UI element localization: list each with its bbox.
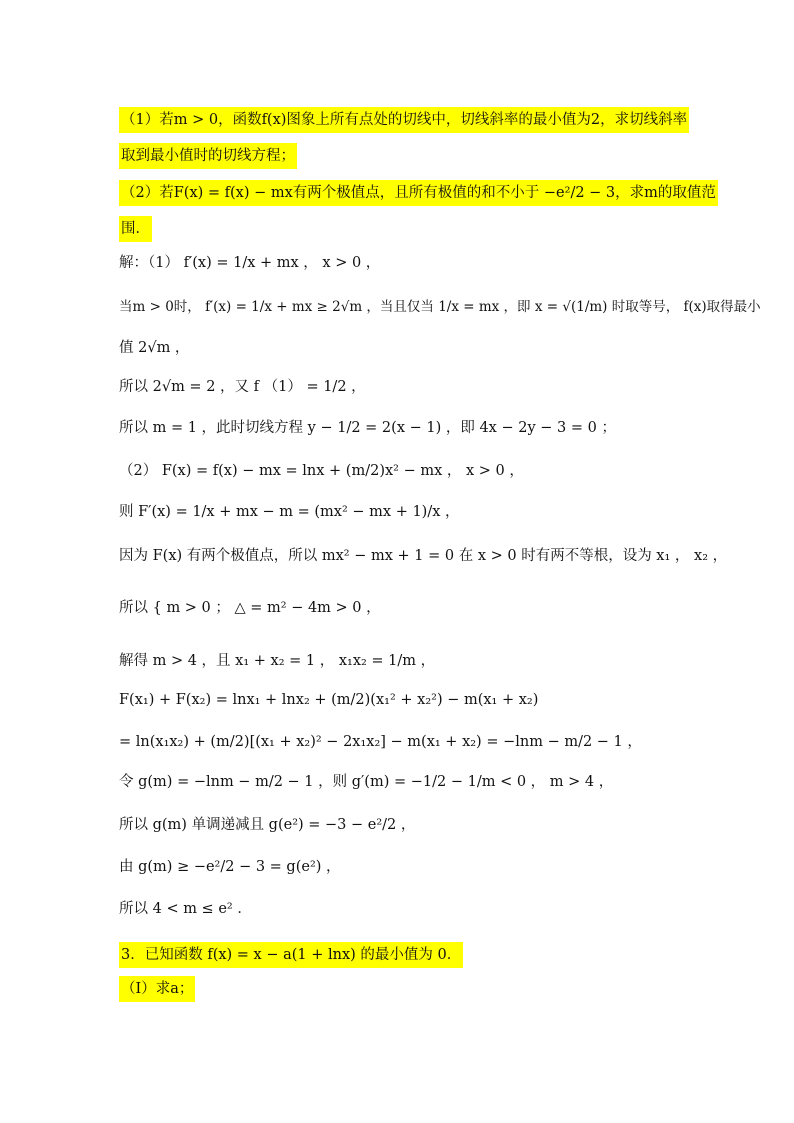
solution-line-5: 所以 m = 1 ，此时切线方程 y − 1/2 = 2(x − 1) ，即 4x − 2y − 3 = 0 ； — [119, 420, 616, 436]
solution-line-8: 因为 F(x) 有两个极值点，所以 mx² − mx + 1 = 0 在 x > 0 时有两不等根，设为 x₁ ， x₂ ， — [119, 548, 728, 564]
solution-line-13: 令 g(m) = −lnm − m/2 − 1 ，则 g′(m) = −1/2 − 1/m < 0 ， m > 4 ， — [119, 774, 614, 790]
solution-line-3: 值 2√m ， — [119, 340, 190, 356]
solution-line-15: 由 g(m) ≥ −e²/2 − 3 = g(e²) ， — [119, 859, 341, 875]
solution-line-4: 所以 2√m = 2 ，又 f （1） = 1/2 ， — [119, 379, 366, 395]
problem3-statement: 3．已知函数 f(x) = x − a(1 + lnx) 的最小值为 0． — [119, 942, 463, 968]
solution-line-7: 则 F′(x) = 1/x + mx − m = (mx² − mx + 1)/x ， — [119, 504, 460, 520]
problem-part1-line2: 取到最小值时的切线方程； — [119, 143, 297, 169]
solution-line-6: （2） F(x) = f(x) − mx = lnx + (m/2)x² − mx ， x > 0 ， — [119, 463, 524, 479]
solution-line-1: 解：（1） f′(x) = 1/x + mx ， x > 0 ， — [119, 255, 381, 271]
problem-part1-line1: （1）若m > 0，函数f(x)图象上所有点处的切线中，切线斜率的最小值为2，求切线斜率 — [119, 107, 689, 133]
problem-part2-line2: 围． — [119, 216, 152, 242]
solution-line-14: 所以 g(m) 单调递减且 g(e²) = −3 − e²/2 ， — [119, 817, 416, 833]
solution-line-12: = ln(x₁x₂) + (m/2)[(x₁ + x₂)² − 2x₁x₂] − m(x₁ + x₂) = −lnm − m/2 − 1 ， — [119, 734, 642, 750]
problem-part2-line1: （2）若F(x) = f(x) − mx有两个极值点，且所有极值的和不小于 −e²/2 − 3，求m的取值范 — [119, 180, 718, 206]
problem3-part1: （Ⅰ）求a； — [119, 976, 195, 1002]
solution-line-10: 解得 m > 4 ，且 x₁ + x₂ = 1 ， x₁x₂ = 1/m ， — [119, 653, 436, 669]
solution-line-11: F(x₁) + F(x₂) = lnx₁ + lnx₂ + (m/2)(x₁² + x₂²) − m(x₁ + x₂) — [119, 692, 539, 708]
solution-line-16: 所以 4 < m ≤ e² ． — [119, 901, 252, 917]
solution-line-9: 所以 { m > 0 ； △ = m² − 4m > 0 ， — [119, 600, 381, 616]
solution-line-2: 当m > 0时， f′(x) = 1/x + mx ≥ 2√m ，当且仅当 1/x = mx ，即 x = √(1/m) 时取等号， f(x)取得最小 — [119, 299, 761, 315]
